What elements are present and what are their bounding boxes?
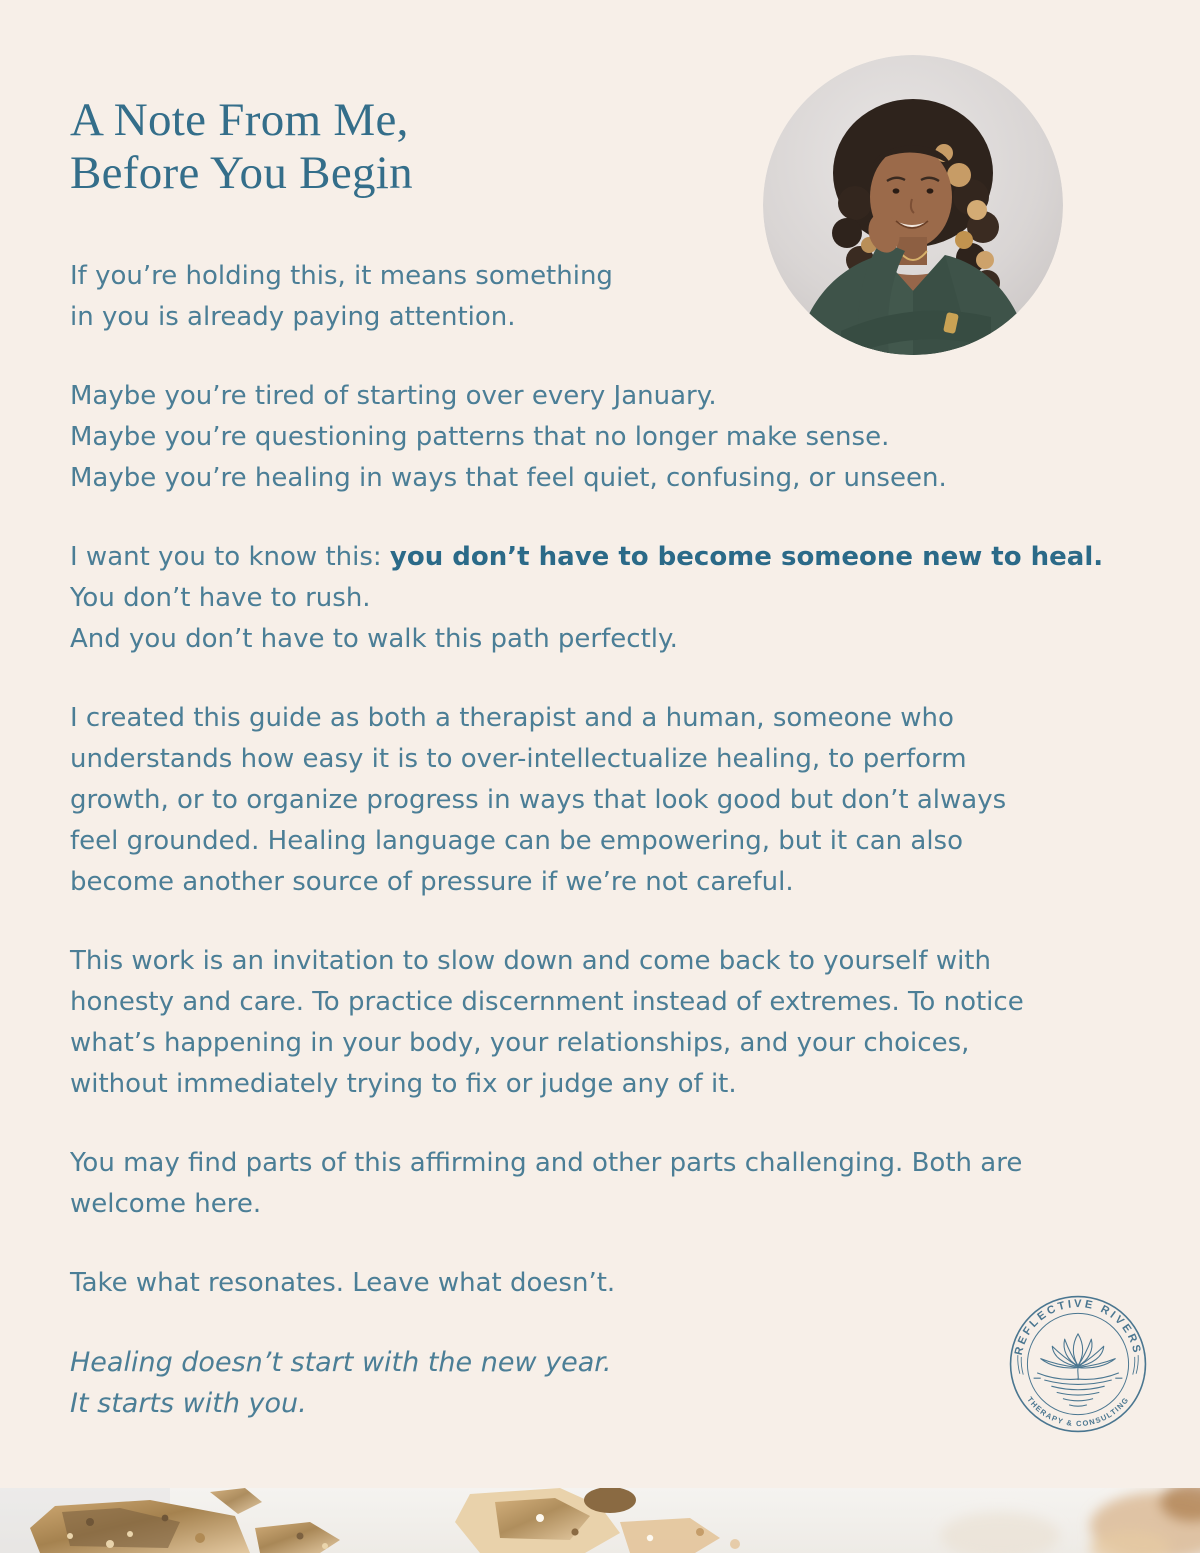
bold-emphasis-text: you don’t have to become someone new to heal.: [389, 542, 1104, 572]
body-text: Maybe you’re healing in ways that feel quiet, confusing, or unseen.: [70, 463, 947, 493]
body-text: This work is an invitation to slow down and come back to yourself with: [70, 946, 991, 976]
paragraph-resonates: [70, 1263, 1160, 1304]
body-text: Maybe you’re tired of starting over every January.: [70, 381, 717, 411]
body-text: without immediately trying to fix or judge any of it.: [70, 1069, 737, 1099]
paragraph-invitation: [70, 941, 1160, 1105]
brand-logo: [1007, 1293, 1149, 1435]
body-text: understands how easy it is to over-intellectualize healing, to perform: [70, 744, 967, 774]
title-line-1: A Note From Me,: [70, 94, 409, 146]
body-text: You don’t have to rush.: [70, 583, 371, 613]
logo-arc-bottom-text: THERAPY & CONSULTING: [1025, 1395, 1131, 1429]
lotus-icon: [1034, 1334, 1123, 1406]
body-text: Healing doesn’t start with the new year.: [70, 1347, 612, 1378]
body-text: I want you to know this:: [70, 542, 390, 572]
body-text: in you is already paying attention.: [70, 302, 516, 332]
svg-text:THERAPY & CONSULTING: [1025, 1395, 1131, 1428]
title-line-2: Before You Begin: [70, 147, 413, 199]
paragraph-know-this: [70, 537, 1160, 660]
body-text: what’s happening in your body, your relationships, and your choices,: [70, 1028, 970, 1058]
brand-logo-svg: [1007, 1293, 1149, 1435]
body-text: I created this guide as both a therapist and a human, someone who: [70, 703, 954, 733]
body-text: Take what resonates. Leave what doesn’t.: [70, 1268, 616, 1298]
body-text: feel grounded. Healing language can be empowering, but it can also: [70, 826, 964, 856]
paragraph-intro: [70, 256, 1160, 338]
body-text: Maybe you’re questioning patterns that no longer make sense.: [70, 422, 890, 452]
paragraph-closing: [70, 1342, 1160, 1424]
body-text: growth, or to organize progress in ways that look good but don’t always: [70, 785, 1007, 815]
body-paragraphs: [70, 256, 1160, 1462]
paragraph-maybe: [70, 376, 1160, 499]
body-text: honesty and care. To practice discernment instead of extremes. To notice: [70, 987, 1024, 1017]
gold-foil-strip-svg: [0, 1488, 1200, 1553]
body-text: It starts with you.: [70, 1388, 307, 1419]
body-text: If you’re holding this, it means something: [70, 261, 613, 291]
paragraph-welcome: [70, 1143, 1160, 1225]
logo-arc-top-text: REFLECTIVE RIVERS: [1012, 1298, 1144, 1357]
body-text: become another source of pressure if we’re not careful.: [70, 867, 794, 897]
paragraph-created-guide: [70, 698, 1160, 903]
page-title: [70, 94, 413, 200]
body-text: You may find parts of this affirming and other parts challenging. Both are: [70, 1148, 1023, 1178]
body-text: welcome here.: [70, 1189, 262, 1219]
body-text: And you don’t have to walk this path perfectly.: [70, 624, 678, 654]
gold-foil-strip: [0, 1488, 1200, 1553]
